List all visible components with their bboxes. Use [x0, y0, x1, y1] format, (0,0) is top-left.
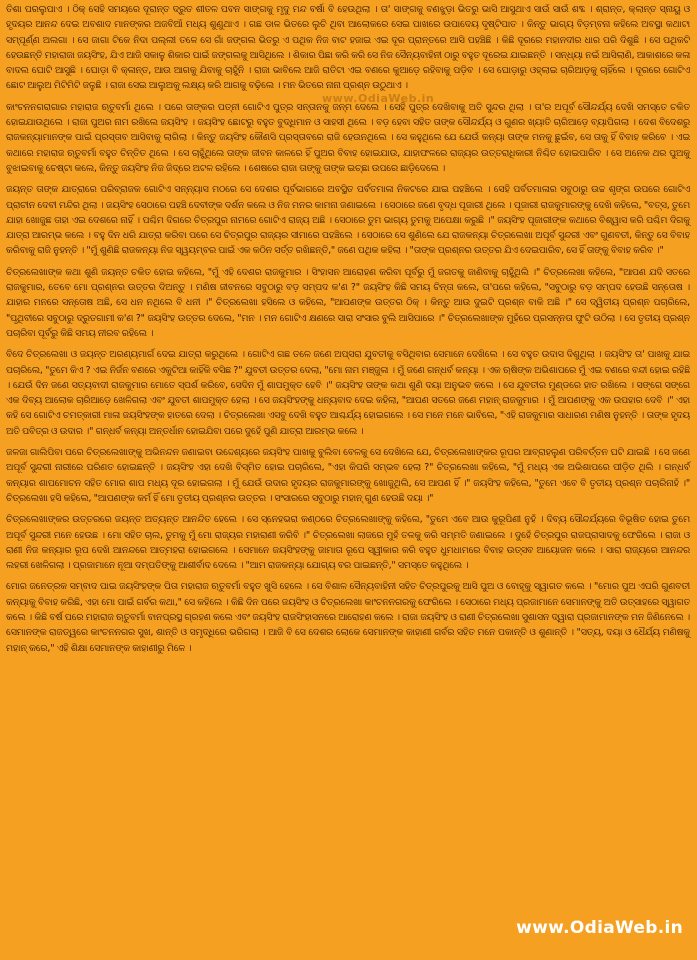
watermark: www.OdiaWeb.in: [322, 92, 435, 105]
paragraph: ଜୟନ୍ତ ତାଙ୍କ ଯାତ୍ରାରେ ପରିବ୍ରାଜକ ଗୋଟିଏ ସନ୍ନ୍ୟାସ ମଠରେ ସେ ଦେଶର ପୂର୍ବଭାଗରେ ଅବସ୍ଥିତ ପର୍ବତମାଳା ନିକଟରେ ଯାଇ ପହଞ୍ଚିଲେ । ସେହି ପର୍ବତମାଳାର ସବୁଠାରୁ ଉଚ୍ଚ ଶୃଙ୍ଗ ଉପରେ ଗୋଟିଏ ପ୍ରାଚୀନ ଦେବୀ ମନ୍ଦିର ଥିଲା । ଜୟସିଂହ ସେଠାରେ ପହଞ୍ଚି ଦେବୀଙ୍କ ଦର୍ଶନ କଲେ ଓ ନିଜ ମନର କାମନା ଜଣାଇଲେ । ସେଠାରେ ଜଣେ ବୃଦ୍ଧ ପୂଜାରୀ ଥିଲେ । ପୂଜାରୀ ରାଜକୁମାରଙ୍କୁ ଦେଖି କହିଲେ, "ବତ୍ସ, ତୁମେ ଯାହା ଖୋଜୁଛ ତାହା ଏଇ ଦେଶରେ ନାହିଁ । ପଶ୍ଚିମ ଦିଗରେ ଚିତ୍ରପୁର ନାମରେ ଗୋଟିଏ ରାଜ୍ୟ ଅଛି । ସେଠାରେ ତୁମ ଭାଗ୍ୟ ତୁମକୁ ଅପେକ୍ଷା କରୁଛି ।" ଜୟସିଂହ ପୂଜାରୀଙ୍କ କଥାରେ ବିଶ୍ୱାସ କରି ପଶ୍ଚିମ ଦିଗକୁ ଯାତ୍ରା ଆରମ୍ଭ କଲେ । ବହୁ ଦିନ ଧରି ଯାତ୍ରା କରିବା ପରେ ସେ ଚିତ୍ରପୁର ରାଜ୍ୟର ସୀମାରେ ପହଞ୍ଚିଲେ । ସେଠାରେ ସେ ଶୁଣିଲେ ଯେ ରାଜକନ୍ୟା ଚିତ୍ରଲେଖା ଅପୂର୍ବ ସୁନ୍ଦରୀ ଏବଂ ଗୁଣବତୀ, କିନ୍ତୁ ସେ ବିବାହ କରିବାକୁ ରାଜି ନୁହନ୍ତି । "ମୁଁ ଶୁଣିଛି ରାଜକନ୍ୟା ନିଜ ସ୍ୱୟମ୍ବର ପାଇଁ ଏକ କଠିନ ସର୍ତ୍ତ ରଖିଛନ୍ତି," ଜଣେ ପଥିକ କହିଲା । "ତାଙ୍କ ପ୍ରଶ୍ନର ଉତ୍ତର ଯିଏ ଦେଇପାରିବ, ସେ ହିଁ ତାଙ୍କୁ ବିବାହ କରିବ ।": [6, 184, 690, 257]
paragraph: ଚିତ୍ରଲେଖାଙ୍କର ଉତ୍ତରରେ ଜୟନ୍ତ ଅତ୍ୟନ୍ତ ଆନନ୍ଦିତ ହେଲେ । ସେ ସ୍ନେହଭରା କଣ୍ଠରେ ଚିତ୍ରଲେଖାଙ୍କୁ କହିଲେ, "ତୁମେ ଏବେ ଆଉ କୁରୂପିଣୀ ନୁହଁ । ଦିବ୍ୟ ସୌନ୍ଦର୍ଯ୍ୟରେ ବିଭୂଷିତ ହୋଇ ତୁମେ ଅପୂର୍ବ ସୁନ୍ଦରୀ ମନେ ହେଉଛ । ମୋ ସହିତ ଚାଲ, ତୁମକୁ ମୁଁ ମୋ ରାଜ୍ୟର ମହାରାଣୀ କରିବି ।" ଚିତ୍ରଲେଖା ଲାଜରେ ମୁହଁ ତଳକୁ କରି ସମ୍ମତି ଜଣାଇଲେ । ଦୁହେଁ ଚିତ୍ରପୁର ରାଜପ୍ରାସାଦକୁ ଫେରିଲେ । ରାଜା ଓ ରାଣୀ ନିଜ କନ୍ୟାର ରୂପ ଦେଖି ଆନନ୍ଦରେ ଆତ୍ମହରା ହୋଇଗଲେ । ସେମାନେ ଜୟସିଂହଙ୍କୁ ଜାମାତା ରୂପେ ସ୍ୱୀକାର କରି ବହୁତ ଧୁମଧାମରେ ବିବାହ ଉତ୍ସବ ଆୟୋଜନ କଲେ । ସାରା ରାଜ୍ୟରେ ଆନନ୍ଦର ଲହରୀ ଖେଳିଗଲା । ପ୍ରଜାମାନେ ନୂଆ ଦମ୍ପତିଙ୍କୁ ଆଶୀର୍ବାଦ ଦେଲେ । "ଆମ ରାଜକନ୍ୟା ଯୋଗ୍ୟ ବର ପାଇଛନ୍ତି," ସମସ୍ତେ କହୁଥିଲେ ।: [6, 514, 690, 572]
site-footer: www.OdiaWeb.in: [516, 918, 683, 938]
story-text: [6, 2, 690, 662]
paragraph: ଜଳଜା ଗାଲିପିବା ପରେ ଚିତ୍ରଲେଖାଙ୍କୁ ଅଭିନନ୍ଦନ ଜଣାଇବା ଉଦ୍ଦେଶ୍ୟରେ ଜୟସିଂହ ପାଖକୁ ବୁଲିବା ବେଳକୁ ସେ ଦେଖିଲେ ଯେ, ଚିତ୍ରଲେଖାଙ୍କର ରୂପର ଆବ୍ରାହଲୁଣ ପରିବର୍ତ୍ତନ ଘଟି ଯାଇଛି । ସେ ଜଣେ ଅପୂର୍ବ ସୁନ୍ଦରୀ ନାରୀରେ ପରିଣତ ହୋଇଛନ୍ତି । ଜୟସିଂହ ଏହା ଦେଖି ବିସ୍ମିତ ହୋଇ ପଚାରିଲେ, "ଏହା କିପରି ସମ୍ଭବ ହେଲା ?" ଚିତ୍ରଲେଖା କହିଲେ, "ମୁଁ ମଧ୍ୟ ଏକ ଅଭିଶାପରେ ପୀଡ଼ିତ ଥିଲି । ଗନ୍ଧର୍ବ କନ୍ୟାର ଶାପମୋଚନ ସହିତ ମୋର ଶାପ ମଧ୍ୟ ଦୂର ହୋଇଗଲା । ମୁଁ ଯେଉଁ ଉଦାର ହୃଦୟର ରାଜକୁମାରଙ୍କୁ ଖୋଜୁଥିଲି, ସେ ଆପଣ ହିଁ ।" ଜୟସିଂହ କହିଲେ, "ତୁମେ ଏବେ ବି ତୃତୀୟ ପ୍ରଶ୍ନ ପଚାରିନାହଁ ।" ଚିତ୍ରଲେଖା ହସି କହିଲେ, "ଆପଣଙ୍କ କର୍ମ ହିଁ ମୋ ତୃତୀୟ ପ୍ରଶ୍ନର ଉତ୍ତର । ସଂସାରରେ ସବୁଠାରୁ ମହାନ୍ ଗୁଣ ହେଉଛି ଦୟା ।": [6, 447, 690, 504]
paragraph: କାଂଚନନଗରାଗାର ମହାରାଜ ଋତୁବର୍ମା ଥିଲେ । ପରେ ତାଙ୍କର ପତ୍ନୀ ଗୋଟିଏ ପୁତ୍ର ସନ୍ତାନକୁ ଜନ୍ମ ଦେଲେ । ସେହି ପୁତ୍ର ଦେଖିବାକୁ ଅତି ସୁନ୍ଦର ଥିଲା । ତା'ର ଅପୂର୍ବ ସୌନ୍ଦର୍ଯ୍ୟ ଦେଖି ସମସ୍ତେ ଚକିତ ହୋଇଯାଉଥିଲେ । ରାଜା ପୁଅର ନାମ ରଖିଲେ ଜୟସିଂହ । ଜୟସିଂହ ଛୋଟରୁ ବହୁତ ବୁଦ୍ଧିମାନ ଓ ସାହସୀ ଥିଲେ । ବଡ଼ ହେବା ସହିତ ତାଙ୍କ ସୌନ୍ଦର୍ଯ୍ୟ ଓ ଗୁଣର ଖ୍ୟାତି ଚାରିଆଡ଼େ ବ୍ୟାପିଗଲା । ଦେଶ ବିଦେଶରୁ ରାଜକନ୍ୟାମାନଙ୍କ ପାଇଁ ପ୍ରସ୍ତାବ ଆସିବାକୁ ଲାଗିଲା । କିନ୍ତୁ ଜୟସିଂହ କୌଣସି ପ୍ରସ୍ତାବରେ ରାଜି ହେଉନଥିଲେ । ସେ କହୁଥିଲେ ଯେ ଯେଉଁ କନ୍ୟା ତାଙ୍କ ମନକୁ ଛୁଇଁବ, ସେ ତାକୁ ହିଁ ବିବାହ କରିବେ । ଏଇ କଥାରେ ମହାରାଜ ଋତୁବର୍ମା ବହୁତ ଚିନ୍ତିତ ଥିଲେ । ସେ ଚାହୁଁଥିଲେ ତାଙ୍କ ଜୀବନ କାଳରେ ହିଁ ପୁଅର ବିବାହ ହୋଇଯାଉ, ଯାହାଫଳରେ ରାଜ୍ୟର ଉତ୍ତରାଧିକାରୀ ନିଶ୍ଚିତ ହୋଇପାରିବ । ସେ ଅନେକ ଥର ପୁଅକୁ ବୁଝାଇବାକୁ ଚେଷ୍ଟା କଲେ, କିନ୍ତୁ ଜୟସିଂହ ନିଜ ଜିଦ୍‌ରେ ଅଟଳ ରହିଲେ । ଶେଷରେ ରାଜା ତାଙ୍କୁ ତାଙ୍କ ଇଚ୍ଛା ଉପରେ ଛାଡ଼ିଦେଲେ ।: [6, 101, 690, 174]
paragraph: ବିଦେ ଚିତ୍ରଲେଖା ଓ ଜୟନ୍ତ ଅରଣ୍ୟମାର୍ଗ ଦେଇ ଯାତ୍ରା କରୁଥିଲେ । ଗୋଟିଏ ଗଛ ତଳେ ଜଣେ ଅପ୍ସରା ଯୁବତୀକୁ ବସିଥିବାର ସେମାନେ ଦେଖିଲେ । ସେ ବହୁତ ଉଦାସ ଦିଶୁଥିଲା । ଜୟସିଂହ ତା' ପାଖକୁ ଯାଇ ପଚାରିଲେ, "ତୁମେ କିଏ ? ଏଇ ନିର୍ଜନ ବଣରେ ଏକୁଟିଆ କାହିଁକି ବସିଛ ?" ଯୁବତୀ ଉତ୍ତର ଦେଲା, "ମୋ ନାମ ମଞ୍ଜୁଳା । ମୁଁ ଜଣେ ଗନ୍ଧର୍ବ କନ୍ୟା । ଏକ ଋଷିଙ୍କ ଅଭିଶାପରେ ମୁଁ ଏଇ ବଣରେ ବନ୍ଦୀ ହୋଇ ରହିଛି । ଯେଉଁ ଦିନ ଜଣେ ସତ୍ୟବାଦୀ ରାଜକୁମାର ମୋତେ ସ୍ପର୍ଶ କରିବେ, ସେଦିନ ମୁଁ ଶାପମୁକ୍ତ ହେବି ।" ଜୟସିଂହ ତାଙ୍କ କଥା ଶୁଣି ଦୟା ଅନୁଭବ କଲେ । ସେ ଯୁବତୀର ମୁଣ୍ଡରେ ହାତ ରଖିଲେ । ସଙ୍ଗେ ସଙ୍ଗେ ଏକ ଦିବ୍ୟ ଆଲୋକ ଚାରିଆଡ଼େ ଖେଳିଗଲା ଏବଂ ଯୁବତୀ ଶାପମୁକ୍ତ ହେଲା । ସେ ଜୟସିଂହଙ୍କୁ ଧନ୍ୟବାଦ ଦେଇ କହିଲା, "ଆପଣ ସତରେ ଜଣେ ମହାନ୍ ରାଜକୁମାର । ମୁଁ ଆପଣଙ୍କୁ ଏକ ଉପହାର ଦେବି ।" ଏହା କହି ସେ ଗୋଟିଏ ଚମତ୍କାରୀ ମାଳା ଜୟସିଂହଙ୍କ ହାତରେ ଦେଲା । ଚିତ୍ରଲେଖା ଏସବୁ ଦେଖି ବହୁତ ଆଶ୍ଚର୍ଯ୍ୟ ହୋଇଗଲେ । ସେ ମନେ ମନେ ଭାବିଲେ, "ଏହି ରାଜକୁମାର ସାଧାରଣ ମଣିଷ ନୁହନ୍ତି । ତାଙ୍କ ହୃଦୟ ଅତି ପବିତ୍ର ଓ ଉଦାର ।" ଗନ୍ଧର୍ବ କନ୍ୟା ଅନ୍ତର୍ଧାନ ହୋଇଯିବା ପରେ ଦୁହେଁ ପୁଣି ଯାତ୍ରା ଆରମ୍ଭ କଲେ ।: [6, 349, 690, 437]
paragraph: ଚିତ୍ରଲେଖାଙ୍କ କଥା ଶୁଣି ଜୟନ୍ତ ଚକିତ ହୋଇ କହିଲେ, "ମୁଁ ଏହି ଦେଶର ରାଜକୁମାର । ସିଂହାସନ ଆରୋହଣ କରିବା ପୂର୍ବରୁ ମୁଁ ଜଗତକୁ ଜାଣିବାକୁ ଚାହୁଁଥିଲି ।" ଚିତ୍ରଲେଖା କହିଲେ, "ଆପଣ ଯଦି ସତରେ ରାଜକୁମାର, ତେବେ ମୋ ପ୍ରଶ୍ନର ଉତ୍ତର ଦିଅନ୍ତୁ । ମଣିଷ ଜୀବନରେ ସବୁଠାରୁ ବଡ଼ ସମ୍ପଦ କ'ଣ ?" ଜୟସିଂହ କିଛି ସମୟ ଚିନ୍ତା କଲେ, ତା'ପରେ କହିଲେ, "ସବୁଠାରୁ ବଡ଼ ସମ୍ପଦ ହେଉଛି ସନ୍ତୋଷ । ଯାହାର ମନରେ ସନ୍ତୋଷ ଅଛି, ସେ ଧନ ନଥିଲେ ବି ଧନୀ ।" ଚିତ୍ରଲେଖା ହସିଲେ ଓ କହିଲେ, "ଆପଣଙ୍କ ଉତ୍ତର ଠିକ୍ । କିନ୍ତୁ ଆଉ ଦୁଇଟି ପ୍ରଶ୍ନ ବାକି ଅଛି ।" ସେ ଦ୍ୱିତୀୟ ପ୍ରଶ୍ନ ପଚାରିଲେ, "ପୃଥିବୀରେ ସବୁଠାରୁ ଦ୍ରୁତଗାମୀ କ'ଣ ?" ଜୟସିଂହ ଉତ୍ତର ଦେଲେ, "ମନ । ମନ ଗୋଟିଏ କ୍ଷଣରେ ସାରା ସଂସାର ବୁଲି ଆସିପାରେ ।" ଚିତ୍ରଲେଖାଙ୍କ ମୁହଁରେ ପ୍ରସନ୍ନତା ଫୁଟି ଉଠିଲା । ସେ ତୃତୀୟ ପ୍ରଶ୍ନ ପଚାରିବା ପୂର୍ବରୁ କିଛି ସମୟ ନୀରବ ରହିଲେ ।: [6, 266, 690, 339]
paragraph: ତିଶା ପରଲୁପାଏ । ଠିକ୍ ସେହି ସମୟରେ ଦୂରାନ୍ତ ଦ୍ରୁତ ଶୀତଳ ପବନ ସାଙ୍ଗକୁ ମୃଦୁ ମନ୍ଦ ବର୍ଷା ବି ହେଉଥିଲା । ତା' ସାଙ୍ଗକୁ ବଣଝୁଡ଼ା ଭିତରୁ ଭାସି ଆସୁଥାଏ ସାଉଁ ସାଉଁ ଶବ୍ଦ । ଶ୍ରାନ୍ତ, କ୍ଲାନ୍ତ ସ୍ନାୟୁ ଓ ହୃଦୟର ଆନନ୍ଦ ଦେଇ ଅବଶାଦ ମାନଙ୍କର ଅଜବିଆଁ ମଧ୍ୟ ଶୁଣୁଥାଏ । ଗଛ ଡାଳ ଭିତରେ ଲୁଚି ଥିବା ଆଲୋକରେ ସେଇ ପାଖରେ ଉପାଦେୟ ଦୃଷ୍ଟିପାତ । କିନ୍ତୁ ଭାଗ୍ୟ ବିଡ଼ମ୍ବନା କହିଲେ ଅବସ୍ଥା କଥାଟା ସମ୍ପୂର୍ଣ୍ଣ ଅଲଗା । ସେ ଜାଗା ଟିକେ ନିଦା ପଲ୍ଲୀ ତଳେ ସେ ଗାଁ ଜଙ୍ଗଲ ଭିତରୁ ଏ ପଥିକ ନିଜ ବାଟ ହଜାଇ ଏଇ ଦୂର ପ୍ରାନ୍ତରେ ଆସି ପହଞ୍ଚିଛି । କିଛି ଦୂରରେ ମହାନଦୀର ଧାର ପରି ଦିଶୁଛି । ସେ ପଥିକଟି ହେଉଛନ୍ତି ମହାରାଜା ଜୟସିଂହ, ଯିଏ ଆଜି ସକାଳୁ ଶିକାର ପାଇଁ ଜଙ୍ଗଲକୁ ଆସିଥିଲେ । ଶିକାର ପିଛା କରି କରି ସେ ନିଜ ସୈନ୍ୟବାହିନୀ ଠାରୁ ବହୁତ ଦୂରେଇ ଯାଇଛନ୍ତି । ସନ୍ଧ୍ୟା ନଇଁ ଆସିଲାଣି, ଆକାଶରେ କଳା ବାଦଲ ଘୋଟି ଆସୁଛି । ଘୋଡ଼ା ବି କ୍ଳାନ୍ତ, ଆଉ ଆଗକୁ ଯିବାକୁ ଚାହୁଁନି । ରାଜା ଭାବିଲେ ଆଜି ରାତିଟା ଏଇ ବଣରେ କୁଆଡ଼େ ରହିବାକୁ ପଡ଼ିବ । ସେ ଘୋଡ଼ାରୁ ଓହ୍ଲାଇ ଚାରିଆଡ଼କୁ ଚାହିଁଲେ । ଦୂରରେ ଗୋଟିଏ ଛୋଟ ଆଲୁଅ ମିଟିମିଟି ଜଳୁଛି । ରାଜା ସେଇ ଆଲୁଅକୁ ଲକ୍ଷ୍ୟ କରି ଆଗକୁ ବଢ଼ିଲେ । ମନ ଭିତରେ ନାନା ପ୍ରଶ୍ନ ଉଠୁଥାଏ ।: [6, 4, 690, 92]
paragraph: ମୋର ଜନେତ୍ରକ ସମ୍ବାଦ ପାଇ ଜୟସିଂହଙ୍କ ପିତା ମହାରାଜ ଋତୁବର୍ମା ବହୁତ ଖୁସି ହେଲେ । ସେ ବିଶାଳ ସୈନ୍ୟବାହିନୀ ସହିତ ଚିତ୍ରପୁରକୁ ଆସି ପୁଅ ଓ ବୋହୂକୁ ସ୍ୱାଗତ କଲେ । "ମୋର ପୁଅ ଏପରି ଗୁଣବତୀ କନ୍ୟାକୁ ବିବାହ କରିଛି, ଏହା ମୋ ପାଇଁ ଗର୍ବର କଥା," ସେ କହିଲେ । କିଛି ଦିନ ପରେ ଜୟସିଂହ ଓ ଚିତ୍ରଲେଖା କାଂଚନନଗରକୁ ଫେରିଲେ । ସେଠାରେ ମଧ୍ୟ ପ୍ରଜାମାନେ ସେମାନଙ୍କୁ ଅତି ଉତ୍ସାହରେ ସ୍ୱାଗତ କଲେ । କିଛି ବର୍ଷ ପରେ ମହାରାଜ ଋତୁବର୍ମା ବାନପ୍ରସ୍ଥ ଗ୍ରହଣ କଲେ ଏବଂ ଜୟସିଂହ ରାଜସିଂହାସନରେ ଆରୋହଣ କଲେ । ରାଜା ଜୟସିଂହ ଓ ରାଣୀ ଚିତ୍ରଲେଖା ସୁଶାସନ ଦ୍ୱାରା ପ୍ରଜାମାନଙ୍କ ମନ ଜିଣିନେଲେ । ସେମାନଙ୍କ ରାଜତ୍ୱରେ କାଂଚନନଗର ସୁଖ, ଶାନ୍ତି ଓ ସମୃଦ୍ଧିରେ ଭରିଗଲା । ଆଜି ବି ସେ ଦେଶର ଲୋକେ ସେମାନଙ୍କ କାହାଣୀ ଗର୍ବର ସହିତ ମନେ ପକାନ୍ତି ଓ ଶୁଣାନ୍ତି । "ସତ୍ୟ, ଦୟା ଓ ଧୈର୍ଯ୍ୟ ମଣିଷକୁ ମହାନ୍ କରେ," ଏହି ଶିକ୍ଷା ସେମାନଙ୍କ କାହାଣୀରୁ ମିଳେ ।: [6, 581, 690, 654]
